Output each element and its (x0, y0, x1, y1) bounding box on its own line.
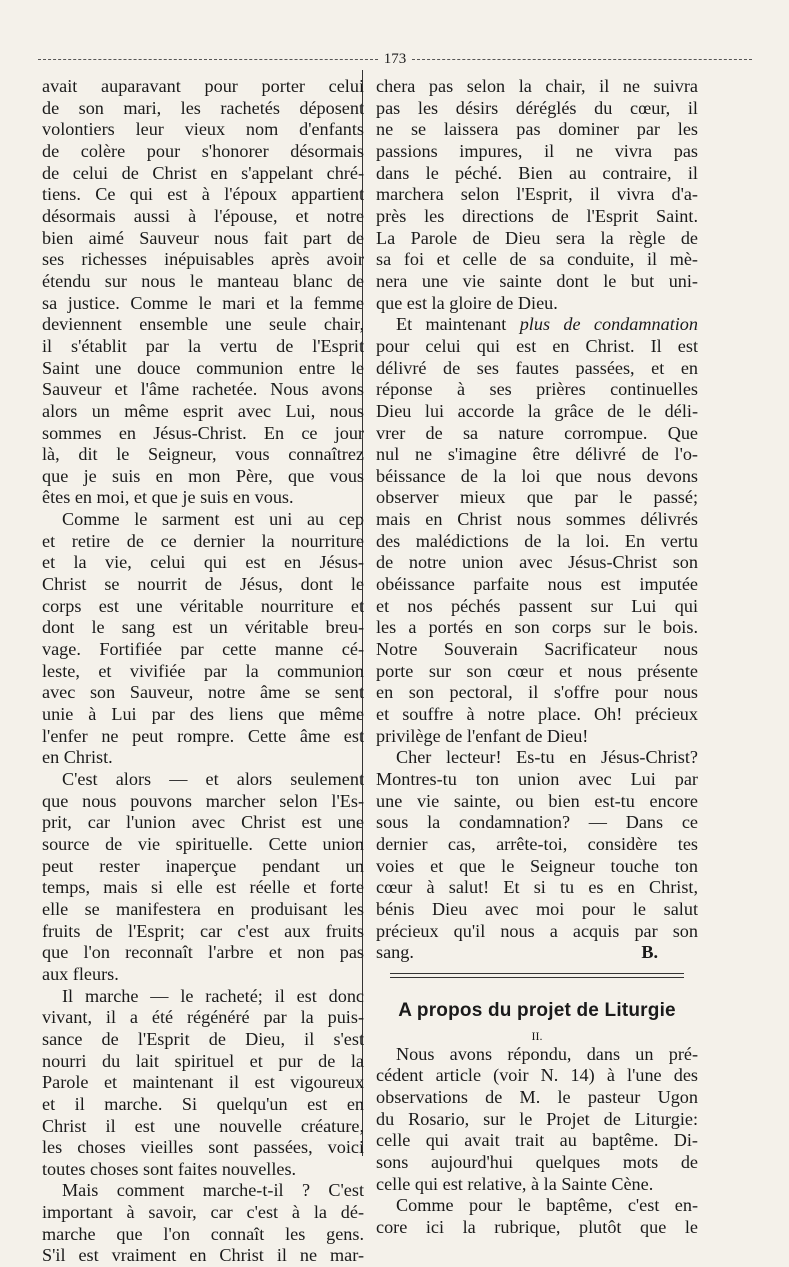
text-line: Comme le sarment est uni au cep (62, 509, 364, 530)
text-run: sang. (376, 942, 414, 963)
text-line: leste, et vivifiée par la communion (42, 660, 364, 681)
text-line: nul ne s'imagine être délivré de l'o- (376, 444, 698, 465)
text-line: en Christ. (42, 747, 113, 768)
text-line: S'il est vraiment en Christ il ne mar- (42, 1245, 364, 1266)
text-line: cœur à salut! Et si tu es en Christ, (376, 877, 698, 898)
text-line: des malédictions de la loi. En vertu (376, 530, 698, 551)
page-header (38, 48, 752, 70)
text-line: aux fleurs. (42, 963, 119, 984)
text-line: de son mari, les rachetés déposent (42, 97, 364, 118)
text-line: sons aujourd'hui quelques mots de (376, 1151, 698, 1172)
text-line: que nous pouvons marcher selon l'Es- (42, 790, 364, 811)
text-line: Cher lecteur! Es-tu en Jésus-Christ? (396, 747, 698, 768)
text-line: que je suis en mon Père, que vous (42, 465, 364, 486)
text-line: deviennent ensemble une seule chair, (42, 314, 364, 335)
text-line: C'est alors — et alors seulement (62, 769, 364, 789)
text-line: Mais comment marche-t-il ? C'est (62, 1180, 364, 1201)
text-line: sa foi et celle de sa conduite, il mè- (376, 249, 698, 270)
text-line: nera une vie sainte dont le but uni- (376, 270, 698, 291)
text-line: fruits de l'Esprit; car c'est aux fruits (42, 920, 364, 941)
text-line: marchera selon l'Esprit, il vivra d'a- (376, 184, 698, 205)
text-line: marche que l'on connaît les gens. (42, 1223, 364, 1244)
text-line: Il marche — le racheté; il est donc (62, 985, 364, 1006)
text-line: observer mieux que par le passé; (376, 487, 698, 508)
text-line: mais en Christ nous sommes délivrés (376, 509, 698, 530)
text-line: dans le péché. Bien au contraire, il (376, 162, 698, 183)
text-line: chera pas selon la chair, il ne suivra (376, 76, 698, 96)
text-line: réponse à ses prières continuelles (376, 379, 698, 400)
text-line: Sauveur et l'âme rachetée. Nous avons (42, 379, 364, 400)
text-line: en son pectoral, il s'offre pour nous (376, 682, 698, 703)
text-line: béissance de la loi que nous devons (376, 465, 698, 486)
text-line: et retire de ce dernier la nourriture (42, 530, 364, 551)
text-line: du Rosario, sur le Projet de Liturgie: (376, 1108, 698, 1129)
text-line: Christ se nourrit de Jésus, dont le (42, 574, 364, 595)
page-number: 173 (383, 50, 407, 67)
text-line: de celui de Christ en s'appelant chré- (42, 162, 364, 183)
text-line: voies et que le Seigneur touche ton (376, 855, 698, 876)
text-line: vrer de sa nature corrompue. Que (376, 422, 698, 443)
text-line: obéissance parfaite nous est imputée (376, 574, 698, 595)
text-line: core ici la rubrique, plutôt que le (376, 1216, 698, 1237)
text-line: prit, car l'union avec Christ est une (42, 812, 364, 833)
text-line: ses richesses inépuisables après avoir (42, 249, 364, 270)
text-line: volontiers leur vieux nom d'enfants (42, 119, 364, 140)
text-line: ne se laissera pas dominer par les (376, 119, 698, 140)
text-run: Et maintenant (396, 314, 520, 335)
text-line: que l'on reconnaît l'arbre et non pas (42, 942, 364, 963)
text-line: sous la condamnation? — Dans ce (376, 812, 698, 833)
left-column (42, 76, 364, 1267)
text-line: celle qui avait trait au baptême. Di- (376, 1130, 698, 1151)
text-line: sance de l'Esprit de Dieu, il s'est (42, 1028, 364, 1049)
text-line: peut rester inaperçue pendant un (42, 855, 364, 876)
text-line: avait auparavant pour porter celui (42, 76, 364, 96)
text-line: important à savoir, car c'est à la dé- (42, 1202, 364, 1223)
header-rule-right (412, 59, 752, 60)
section-separator (376, 966, 698, 986)
text-line: cédent article (voir N. 14) à l'une des (376, 1065, 698, 1086)
text-line: Christ il est une nouvelle créature, (42, 1115, 364, 1136)
text-line: il s'établit par la vertu de l'Esprit (42, 335, 364, 356)
text-line: étendu sur nous le manteau blanc de (42, 270, 364, 291)
text-line: avec son Sauveur, notre âme se sent (42, 682, 364, 703)
text-line: désormais aussi à l'épouse, et notre (42, 205, 364, 226)
text-line: temps, mais si elle est réelle et forte (42, 877, 364, 898)
header-rule-left (38, 59, 378, 60)
text-line: corps est une véritable nourriture et (42, 595, 364, 616)
text-line: celle qui est relative, à la Sainte Cène. (376, 1173, 654, 1194)
text-line: que est la gloire de Dieu. (376, 292, 558, 313)
text-line: bénis Dieu avec moi pour le salut (376, 898, 698, 919)
article-heading: A propos du projet de Liturgie (398, 999, 676, 1021)
right-column (376, 76, 698, 1238)
text-line: Nous avons répondu, dans un pré- (396, 1043, 698, 1064)
text-line: et il marche. Si quelqu'un est en (42, 1093, 364, 1114)
text-line: bien aimé Sauveur nous fait part de (42, 227, 364, 248)
text-line: tiens. Ce qui est à l'époux appartient (42, 184, 364, 205)
text-line: vage. Fortifiée par cette manne cé- (42, 639, 364, 660)
text-line: une vie sainte, ou bien est-tu encore (376, 790, 698, 811)
text-line: et nos péchés passent sur Lui qui (376, 595, 698, 616)
text-line: pas les désirs déréglés du cœur, il (376, 97, 698, 118)
text-line: près les directions de l'Esprit Saint. (376, 205, 698, 226)
text-line: privilège de l'enfant de Dieu! (376, 725, 589, 746)
text-line (376, 314, 698, 336)
text-line: dont le sang est un véritable breu- (42, 617, 364, 638)
text-line: précieux qu'il nous a acquis par son (376, 920, 698, 941)
text-line: êtes en moi, et que je suis en vous. (42, 487, 294, 508)
text-line: La Parole de Dieu sera la règle de (376, 227, 698, 248)
text-line: l'enfer ne peut rompre. Cette âme est (42, 725, 364, 746)
text-line: source de vie spirituelle. Cette union (42, 833, 364, 854)
text-line: toutes choses sont faites nouvelles. (42, 1158, 297, 1179)
text-line: là, dit le Seigneur, vous connaîtrez (42, 444, 364, 465)
text-line: dernier cas, arrête-toi, considère tes (376, 833, 698, 854)
text-line: délivré de ses fautes passées, et en (376, 357, 698, 378)
text-line: Parole et maintenant il est vigoureux (42, 1072, 364, 1093)
emphasis-text: plus de condamnation (519, 314, 698, 335)
text-line: de notre union avec Jésus-Christ son (376, 552, 698, 573)
text-line: Dieu lui accorde la grâce de le déli- (376, 400, 698, 421)
text-line: les choses vieilles sont passées, voici (42, 1137, 364, 1158)
text-line: alors un même esprit avec Lui, nous (42, 400, 364, 421)
text-line: de colère pour s'honorer désormais (42, 140, 364, 161)
text-line: observations de M. le pasteur Ugon (376, 1086, 698, 1107)
text-line: elle se manifestera en produisant les (42, 898, 364, 919)
text-line: Notre Souverain Sacrificateur nous (376, 639, 698, 660)
text-line: sommes en Jésus-Christ. En ce jour (42, 422, 364, 443)
text-line: Montres-tu ton union avec Lui par (376, 769, 698, 789)
text-line: vivant, il a été régénéré par la puis- (42, 1007, 364, 1028)
text-line: et la vie, celui qui est en Jésus- (42, 552, 364, 573)
text-line (376, 942, 698, 964)
text-line: pour celui qui est en Christ. Il est (376, 335, 698, 356)
text-line: porte sur son cœur et nous présente (376, 660, 698, 681)
text-line: Saint une douce communion entre le (42, 357, 364, 378)
text-line: et souffre à notre place. Oh! précieux (376, 704, 698, 725)
text-line: sa justice. Comme le mari et la femme (42, 292, 364, 313)
text-line: Comme pour le baptême, c'est en- (396, 1195, 698, 1216)
text-line: nourri du lait spirituel et pur de la (42, 1050, 364, 1071)
signature: B. (641, 942, 658, 963)
text-line: unie à Lui par des liens que même (42, 704, 364, 725)
text-line: les a portés en son corps sur le bois. (376, 617, 698, 638)
section-number: II. (531, 1028, 543, 1043)
text-line: passions impures, il ne vivra pas (376, 140, 698, 161)
